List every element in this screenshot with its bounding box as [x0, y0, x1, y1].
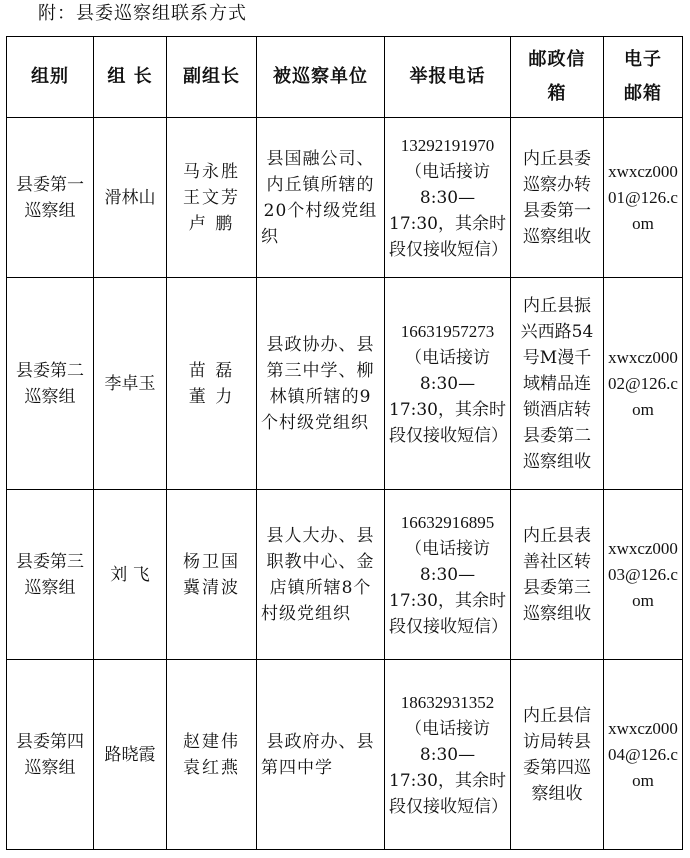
deputy-list: [167, 118, 257, 278]
header-units: 被巡察单位: [257, 37, 385, 118]
email-address[interactable]: xwxcz00002@126.com: [604, 278, 683, 490]
deputy-name: 马永胜: [183, 161, 240, 182]
inspected-units: 县政府办、县第四中学: [257, 660, 385, 850]
header-email-line2: 邮箱: [624, 83, 662, 104]
email-address[interactable]: xwxcz00001@126.com: [604, 118, 683, 278]
header-mail-line1: 邮政信: [528, 49, 586, 70]
table-row: [7, 118, 683, 278]
header-mail-line2: 箱: [547, 83, 567, 104]
inspected-units: 县人大办、县职教中心、金店镇所辖8个村级党组织: [257, 490, 385, 660]
header-mail: [511, 37, 604, 118]
phone-number[interactable]: 18632931352: [400, 692, 495, 712]
postal-mailbox: 内丘县信访局转县委第四巡察组收: [511, 660, 604, 850]
report-phone: [385, 118, 511, 278]
deputy-name: 卢 鹏: [188, 213, 235, 234]
phone-note: （电话接访8:30—17:30，其余时段仅接收短信）: [389, 538, 508, 637]
deputy-name: 冀清波: [183, 577, 240, 598]
report-phone: [385, 490, 511, 660]
inspected-units: 县政协办、县第三中学、柳林镇所辖的9个村级党组织: [257, 278, 385, 490]
leader-name: 李卓玉: [94, 278, 167, 490]
deputy-name: 董 力: [188, 386, 235, 407]
email-address[interactable]: xwxcz00003@126.com: [604, 490, 683, 660]
report-phone: [385, 660, 511, 850]
deputy-list: [167, 278, 257, 490]
postal-mailbox: 内丘县委巡察办转县委第一巡察组收: [511, 118, 604, 278]
document-caption: 附：县委巡察组联系方式: [38, 3, 247, 24]
header-deputy: 副组长: [167, 37, 257, 118]
header-group: 组别: [7, 37, 94, 118]
postal-mailbox: 内丘县振兴西路54号M漫千域精品连锁酒店转县委第二巡察组收: [511, 278, 604, 490]
table-row: [7, 660, 683, 850]
leader-name: 滑林山: [94, 118, 167, 278]
phone-number[interactable]: 13292191970: [400, 135, 495, 155]
inspected-units: 县国融公司、内丘镇所辖的20个村级党组织: [257, 118, 385, 278]
header-row: [7, 37, 683, 118]
table-row: [7, 278, 683, 490]
header-phone: 举报电话: [385, 37, 511, 118]
phone-number[interactable]: 16631957273: [400, 321, 495, 341]
deputy-name: 苗 磊: [188, 360, 235, 381]
deputy-name: 赵建伟: [183, 731, 240, 752]
contact-table: [6, 36, 683, 850]
leader-name: 路晓霞: [94, 660, 167, 850]
phone-note: （电话接访8:30—17:30，其余时段仅接收短信）: [389, 347, 508, 446]
table-row: [7, 490, 683, 660]
deputy-list: [167, 660, 257, 850]
header-email-line1: 电子: [624, 49, 662, 70]
deputy-name: 杨卫国: [183, 551, 240, 572]
postal-mailbox: 内丘县表善社区转县委第三巡察组收: [511, 490, 604, 660]
group-name: 县委第一巡察组: [7, 118, 94, 278]
phone-number[interactable]: 16632916895: [400, 512, 495, 532]
deputy-name: 袁红燕: [183, 757, 240, 778]
group-name: 县委第三巡察组: [7, 490, 94, 660]
phone-note: （电话接访8:30—17:30，其余时段仅接收短信）: [389, 161, 508, 260]
header-email: [604, 37, 683, 118]
group-name: 县委第二巡察组: [7, 278, 94, 490]
header-leader: 组 长: [94, 37, 167, 118]
group-name: 县委第四巡察组: [7, 660, 94, 850]
leader-name: 刘 飞: [94, 490, 167, 660]
deputy-name: 王文芳: [183, 187, 240, 208]
report-phone: [385, 278, 511, 490]
deputy-list: [167, 490, 257, 660]
email-address[interactable]: xwxcz00004@126.com: [604, 660, 683, 850]
phone-note: （电话接访8:30—17:30，其余时段仅接收短信）: [389, 718, 508, 817]
